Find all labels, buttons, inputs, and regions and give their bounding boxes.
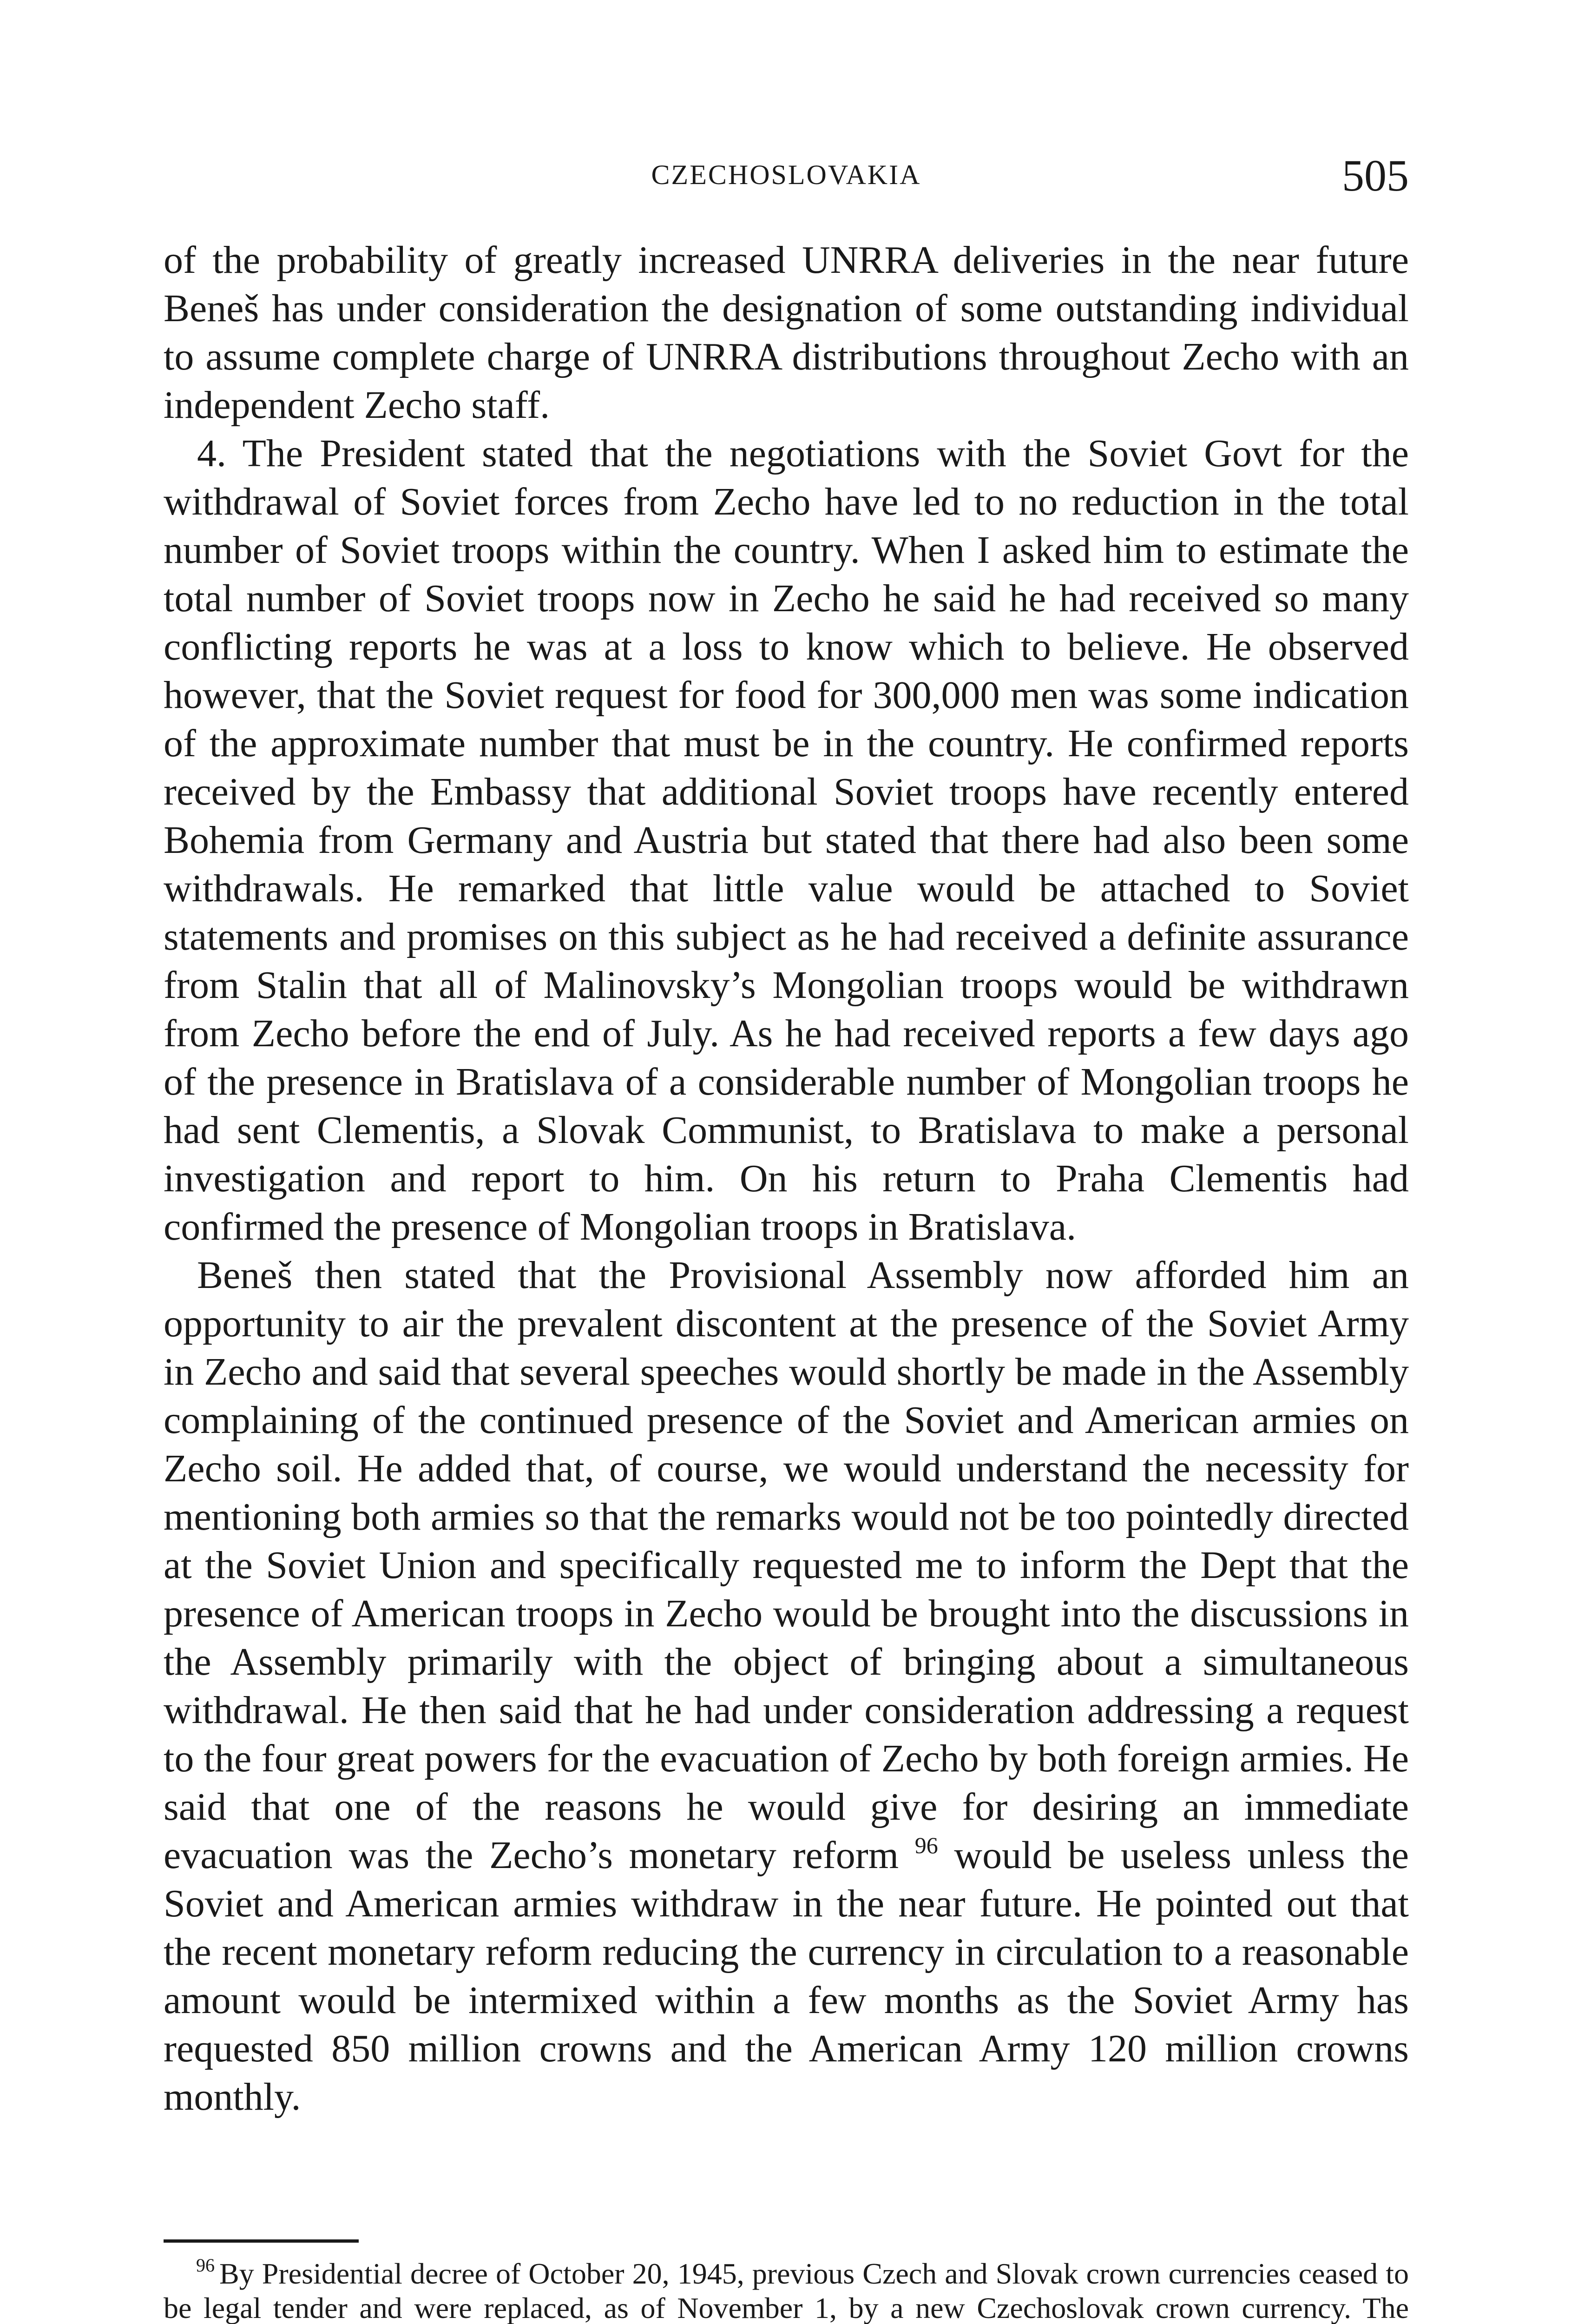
footnote-marker: 96 xyxy=(196,2255,215,2276)
running-head: CZECHOSLOVAKIA xyxy=(651,159,921,190)
footnote-divider xyxy=(164,2239,359,2243)
paragraph-3 xyxy=(164,1251,1409,2121)
footnote xyxy=(164,2257,1409,2324)
paragraph-1: of the probability of greatly increased UNRRA deliveries in the near future Beneš has under consideration the designation of some outstanding individual to assume complete charge of UNRRA distributions throughout Zecho with an independent Zecho staff. xyxy=(164,238,1409,427)
footnote-text: By Presidential decree of October 20, 1945, previous Czech and Slovak crown currencies ceased to be legal tender and were replaced, as of November 1, by a new Czechoslovak crown currency. The xyxy=(164,2257,1409,2324)
paragraph-3-text-a: Beneš then stated that the Provisional Assembly now afforded him an opportunity to air the prevalent discontent at the presence of the Soviet Army in Zecho and said that several speeches would shortly be made in the Assembly complaining of the continued presence of the Soviet and American armies on Zecho soil. He added that, of course, we would understand the necessity for mentioning both armies so that the remarks would not be too pointedly directed at the Soviet Union and specifically requested me to inform the Dept that the presence of American troops in Zecho would be brought into the discussions in the Assembly primarily with the object of bringing about a simultaneous withdrawal. He then said that he had under consideration addressing a request to the four great powers for the evacuation of Zecho by both foreign armies. He said that one of the reasons he would give for desiring an immediate evacuation was the Zecho’s monetary reform xyxy=(164,1254,1409,1877)
footnote-reference[interactable]: 96 xyxy=(914,1832,938,1858)
page-header xyxy=(164,150,1409,205)
paragraph-2: 4. The President stated that the negotiations with the Soviet Govt for the withdrawal of Soviet forces from Zecho have led to no reduction in the total number of Soviet troops within the country. When I asked him to estimate the total number of Soviet troops now in Zecho he said he had received so many conflicting reports he was at a loss to know which to believe. He observed however, that the Soviet request for food for 300,000 men was some indication of the approximate number that must be in the country. He confirmed reports received by the Embassy that additional Soviet troops have recently entered Bohemia from Germany and Austria but stated that there had also been some withdrawals. He remarked that little value would be attached to Soviet statements and promises on this subject as he had received a definite assurance from Stalin that all of Malinovsky’s Mongolian troops would be withdrawn from Zecho before the end of July. As he had received reports a few days ago of the presence in Bratislava of a considerable number of Mongolian troops he had sent Clementis, a Slovak Communist, to Bratislava to make a personal investigation and report to him. On his return to Praha Clementis had confirmed the presence of Mongolian troops in Bratislava. xyxy=(164,432,1409,1248)
body-text xyxy=(164,236,1409,2121)
paragraph-3-text-b: would be useless unless the Soviet and American armies withdraw in the near future. He pointed out that the recent monetary reform reducing the currency in circulation to a reasonable amount would be intermixed within a few months as the Soviet Army has requested 850 million crowns and the American Army 120 million crowns monthly. xyxy=(164,1834,1409,2119)
page-number: 505 xyxy=(1342,151,1409,200)
